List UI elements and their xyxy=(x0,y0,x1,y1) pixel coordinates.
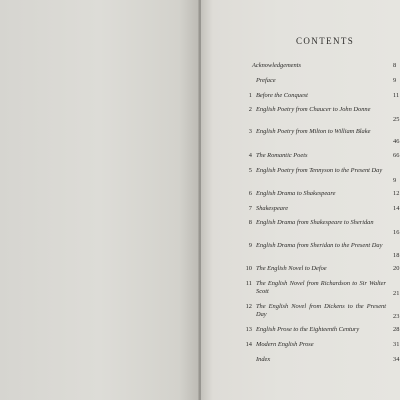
toc-number: 3 xyxy=(248,128,252,135)
toc-page: 28 xyxy=(393,326,400,333)
toc-title: English Poetry from Milton to William Blake xyxy=(256,128,371,135)
toc-title: Acknowledgements xyxy=(252,62,301,69)
toc-page: 31 xyxy=(393,341,400,348)
toc-number: 12 xyxy=(245,303,252,310)
toc-page: 20 xyxy=(393,265,400,272)
toc-title: English Poetry from Chaucer to John Donne xyxy=(256,106,371,113)
table-of-contents xyxy=(240,0,400,400)
toc-title: English Drama from Sheridan to the Present Day xyxy=(256,242,383,249)
toc-title: English Prose to the Eighteenth Century xyxy=(256,326,360,333)
toc-title: English Drama from Shakespeare to Sheridan xyxy=(256,219,374,226)
toc-page: 8 xyxy=(393,62,397,69)
toc-title: The English Novel from Dickens to the Present Day xyxy=(256,303,386,318)
toc-title: Index xyxy=(256,356,271,363)
toc-number: 11 xyxy=(245,280,252,287)
toc-page: 12 xyxy=(393,190,400,197)
toc-number: 6 xyxy=(248,190,252,197)
toc-number: 7 xyxy=(248,205,252,212)
toc-title: Before the Conquest xyxy=(256,92,308,99)
toc-page: 66 xyxy=(393,152,400,159)
toc-page: 18 xyxy=(393,252,400,259)
toc-page: 9 xyxy=(393,177,397,184)
toc-page: 11 xyxy=(393,92,400,99)
toc-page: 23 xyxy=(393,313,400,320)
toc-number: 8 xyxy=(248,219,252,226)
toc-number: 5 xyxy=(248,167,252,174)
toc-page: 34 xyxy=(393,356,400,363)
toc-number: 9 xyxy=(248,242,252,249)
toc-title: The Romantic Poets xyxy=(256,152,308,159)
contents-heading: CONTENTS xyxy=(296,36,355,46)
toc-number: 10 xyxy=(245,265,252,272)
toc-page: 16 xyxy=(393,229,400,236)
left-page xyxy=(0,0,199,400)
toc-number: 13 xyxy=(245,326,252,333)
toc-title: English Poetry from Tennyson to the Present Day xyxy=(256,167,383,174)
toc-title: Shakespeare xyxy=(256,205,289,212)
toc-page: 9 xyxy=(393,77,397,84)
toc-number: 1 xyxy=(248,92,252,99)
toc-page: 14 xyxy=(393,205,400,212)
toc-title: Preface xyxy=(256,77,276,84)
toc-number: 14 xyxy=(245,341,252,348)
toc-title: Modern English Prose xyxy=(256,341,314,348)
toc-title: English Drama to Shakespeare xyxy=(256,190,336,197)
toc-number: 4 xyxy=(248,152,252,159)
toc-page: 25 xyxy=(393,116,400,123)
toc-number: 2 xyxy=(248,106,252,113)
toc-page: 21 xyxy=(393,290,400,297)
toc-title: The English Novel from Richardson to Sir Walter Scott xyxy=(256,280,386,295)
toc-title: The English Novel to Defoe xyxy=(256,265,327,272)
toc-page: 46 xyxy=(393,138,400,145)
